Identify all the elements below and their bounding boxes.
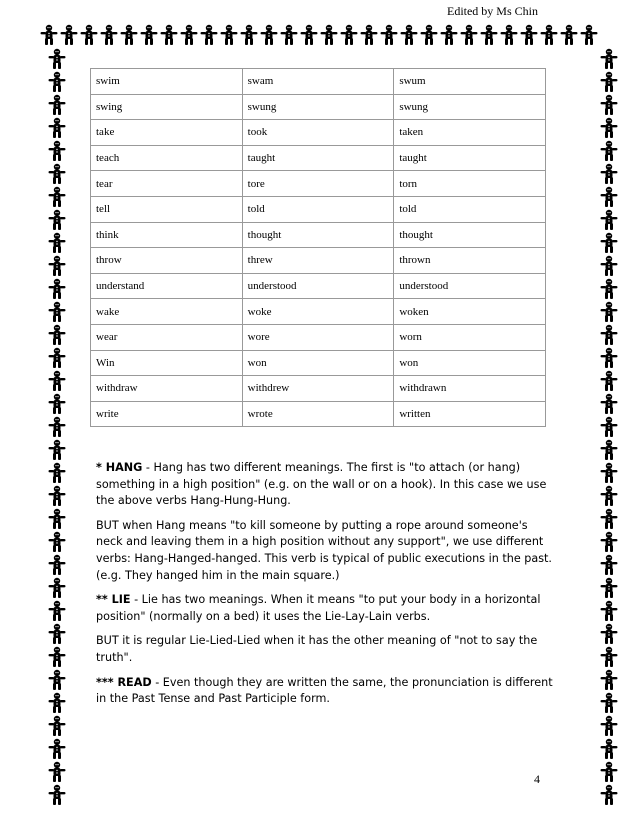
past-tense-cell: took [242, 120, 394, 146]
gingerbread-figure-icon [48, 577, 66, 599]
past-participle-cell: understood [394, 273, 546, 299]
gingerbread-figure-icon [160, 24, 178, 46]
table-row [91, 171, 546, 197]
gingerbread-figure-icon [48, 209, 66, 231]
gingerbread-figure-icon [600, 508, 618, 530]
gingerbread-figure-icon [260, 24, 278, 46]
gingerbread-figure-icon [48, 370, 66, 392]
gingerbread-figure-icon [600, 232, 618, 254]
gingerbread-figure-icon [600, 623, 618, 645]
past-participle-cell: torn [394, 171, 546, 197]
lie-marker: ** LIE [96, 593, 131, 607]
gingerbread-figure-icon [600, 209, 618, 231]
gingerbread-figure-icon [600, 416, 618, 438]
base-form-cell: wear [91, 324, 243, 350]
gingerbread-figure-icon [48, 623, 66, 645]
gingerbread-figure-icon [500, 24, 518, 46]
table-row [91, 120, 546, 146]
gingerbread-figure-icon [200, 24, 218, 46]
table-row [91, 94, 546, 120]
decorative-border-top [40, 24, 598, 46]
gingerbread-figure-icon [600, 692, 618, 714]
past-tense-cell: wrote [242, 401, 394, 427]
gingerbread-figure-icon [600, 761, 618, 783]
past-tense-cell: taught [242, 145, 394, 171]
base-form-cell: understand [91, 273, 243, 299]
hang-note [96, 460, 556, 510]
gingerbread-figure-icon [600, 577, 618, 599]
base-form-cell: tear [91, 171, 243, 197]
past-participle-cell: thought [394, 222, 546, 248]
base-form-cell: tell [91, 196, 243, 222]
table-row [91, 196, 546, 222]
base-form-cell: throw [91, 248, 243, 274]
base-form-cell: think [91, 222, 243, 248]
table-row [91, 350, 546, 376]
hang-but-note: BUT when Hang means "to kill someone by putting a rope around someone's neck and leaving them in a high position without any support", we use different verbs: Hang-Hanged-hanged. This verb is typical of public executions in the past. (e.g. They hanged him in the main square.) [96, 518, 552, 582]
lie-text: - Lie has two meanings. When it means "to put your body in a horizontal position" (normally on a bed) it uses the Lie-Lay-Lain verbs. [96, 593, 541, 623]
past-participle-cell: thrown [394, 248, 546, 274]
gingerbread-figure-icon [520, 24, 538, 46]
gingerbread-figure-icon [48, 508, 66, 530]
gingerbread-figure-icon [48, 416, 66, 438]
gingerbread-figure-icon [600, 324, 618, 346]
gingerbread-figure-icon [80, 24, 98, 46]
gingerbread-figure-icon [48, 669, 66, 691]
decorative-border-right [600, 48, 618, 806]
gingerbread-figure-icon [180, 24, 198, 46]
gingerbread-figure-icon [480, 24, 498, 46]
gingerbread-figure-icon [600, 393, 618, 415]
table-row [91, 299, 546, 325]
gingerbread-figure-icon [48, 255, 66, 277]
gingerbread-figure-icon [600, 140, 618, 162]
gingerbread-figure-icon [600, 163, 618, 185]
table-row [91, 273, 546, 299]
past-participle-cell: told [394, 196, 546, 222]
past-tense-cell: tore [242, 171, 394, 197]
gingerbread-figure-icon [48, 554, 66, 576]
read-note [96, 675, 556, 708]
base-form-cell: teach [91, 145, 243, 171]
past-tense-cell: woke [242, 299, 394, 325]
table-row [91, 248, 546, 274]
gingerbread-figure-icon [600, 117, 618, 139]
past-participle-cell: won [394, 350, 546, 376]
gingerbread-figure-icon [540, 24, 558, 46]
gingerbread-figure-icon [420, 24, 438, 46]
gingerbread-figure-icon [48, 393, 66, 415]
gingerbread-figure-icon [600, 255, 618, 277]
gingerbread-figure-icon [460, 24, 478, 46]
gingerbread-figure-icon [48, 163, 66, 185]
gingerbread-figure-icon [48, 186, 66, 208]
gingerbread-figure-icon [220, 24, 238, 46]
base-form-cell: withdraw [91, 376, 243, 402]
past-participle-cell: withdrawn [394, 376, 546, 402]
gingerbread-figure-icon [48, 531, 66, 553]
gingerbread-figure-icon [600, 370, 618, 392]
gingerbread-figure-icon [600, 485, 618, 507]
gingerbread-figure-icon [48, 715, 66, 737]
gingerbread-figure-icon [48, 738, 66, 760]
past-participle-cell: swum [394, 69, 546, 95]
past-participle-cell: taken [394, 120, 546, 146]
gingerbread-figure-icon [600, 462, 618, 484]
gingerbread-figure-icon [600, 784, 618, 806]
past-tense-cell: wore [242, 324, 394, 350]
base-form-cell: swim [91, 69, 243, 95]
decorative-border-left [48, 48, 66, 806]
gingerbread-figure-icon [48, 646, 66, 668]
gingerbread-figure-icon [48, 462, 66, 484]
gingerbread-figure-icon [120, 24, 138, 46]
base-form-cell: write [91, 401, 243, 427]
gingerbread-figure-icon [320, 24, 338, 46]
table-row [91, 376, 546, 402]
gingerbread-figure-icon [560, 24, 578, 46]
past-tense-cell: swung [242, 94, 394, 120]
past-tense-cell: swam [242, 69, 394, 95]
gingerbread-figure-icon [48, 140, 66, 162]
table-row [91, 401, 546, 427]
gingerbread-figure-icon [48, 94, 66, 116]
gingerbread-figure-icon [48, 324, 66, 346]
past-participle-cell: worn [394, 324, 546, 350]
gingerbread-figure-icon [600, 531, 618, 553]
gingerbread-figure-icon [440, 24, 458, 46]
read-text: - Even though they are written the same, the pronunciation is different in the Past Tense and Past Participle form. [96, 675, 553, 706]
gingerbread-figure-icon [600, 186, 618, 208]
gingerbread-figure-icon [600, 347, 618, 369]
gingerbread-figure-icon [600, 669, 618, 691]
gingerbread-figure-icon [48, 784, 66, 806]
gingerbread-figure-icon [600, 48, 618, 70]
base-form-cell: swing [91, 94, 243, 120]
base-form-cell: Win [91, 350, 243, 376]
past-participle-cell: taught [394, 145, 546, 171]
gingerbread-figure-icon [48, 600, 66, 622]
past-tense-cell: withdrew [242, 376, 394, 402]
gingerbread-figure-icon [280, 24, 298, 46]
table-row [91, 222, 546, 248]
gingerbread-figure-icon [600, 554, 618, 576]
past-participle-cell: woken [394, 299, 546, 325]
gingerbread-figure-icon [48, 692, 66, 714]
gingerbread-figure-icon [360, 24, 378, 46]
gingerbread-figure-icon [380, 24, 398, 46]
past-tense-cell: understood [242, 273, 394, 299]
gingerbread-figure-icon [600, 94, 618, 116]
gingerbread-figure-icon [600, 71, 618, 93]
past-participle-cell: swung [394, 94, 546, 120]
past-participle-cell: written [394, 401, 546, 427]
table-row [91, 145, 546, 171]
gingerbread-figure-icon [600, 278, 618, 300]
base-form-cell: take [91, 120, 243, 146]
gingerbread-figure-icon [600, 600, 618, 622]
gingerbread-figure-icon [140, 24, 158, 46]
gingerbread-figure-icon [48, 485, 66, 507]
gingerbread-figure-icon [48, 71, 66, 93]
gingerbread-figure-icon [580, 24, 598, 46]
gingerbread-figure-icon [48, 48, 66, 70]
gingerbread-figure-icon [48, 117, 66, 139]
base-form-cell: wake [91, 299, 243, 325]
table-row [91, 324, 546, 350]
gingerbread-figure-icon [48, 761, 66, 783]
lie-note [96, 592, 556, 625]
gingerbread-figure-icon [40, 24, 58, 46]
gingerbread-figure-icon [600, 301, 618, 323]
past-tense-cell: told [242, 196, 394, 222]
notes-section [96, 460, 556, 716]
gingerbread-figure-icon [48, 439, 66, 461]
gingerbread-figure-icon [48, 232, 66, 254]
past-tense-cell: won [242, 350, 394, 376]
lie-but-note: BUT it is regular Lie-Lied-Lied when it has the other meaning of "not to say the truth". [96, 634, 538, 664]
gingerbread-figure-icon [600, 715, 618, 737]
gingerbread-figure-icon [600, 439, 618, 461]
gingerbread-figure-icon [48, 347, 66, 369]
read-marker: *** READ [96, 675, 152, 689]
table-row [91, 69, 546, 95]
gingerbread-figure-icon [48, 301, 66, 323]
gingerbread-figure-icon [240, 24, 258, 46]
gingerbread-figure-icon [300, 24, 318, 46]
gingerbread-figure-icon [600, 738, 618, 760]
gingerbread-figure-icon [400, 24, 418, 46]
gingerbread-figure-icon [48, 278, 66, 300]
irregular-verbs-table [90, 68, 546, 427]
hang-marker: * HANG [96, 461, 143, 474]
hang-text: - Hang has two different meanings. The first is "to attach (or hang) something in a high position" (e.g. on the wall or on a hook). In this case we use the above verbs Hang-Hung-Hung. [96, 461, 547, 508]
gingerbread-figure-icon [60, 24, 78, 46]
past-tense-cell: threw [242, 248, 394, 274]
gingerbread-figure-icon [600, 646, 618, 668]
page-number: 4 [534, 772, 540, 786]
page-header: Edited by Ms Chin [446, 4, 538, 18]
past-tense-cell: thought [242, 222, 394, 248]
gingerbread-figure-icon [340, 24, 358, 46]
gingerbread-figure-icon [100, 24, 118, 46]
